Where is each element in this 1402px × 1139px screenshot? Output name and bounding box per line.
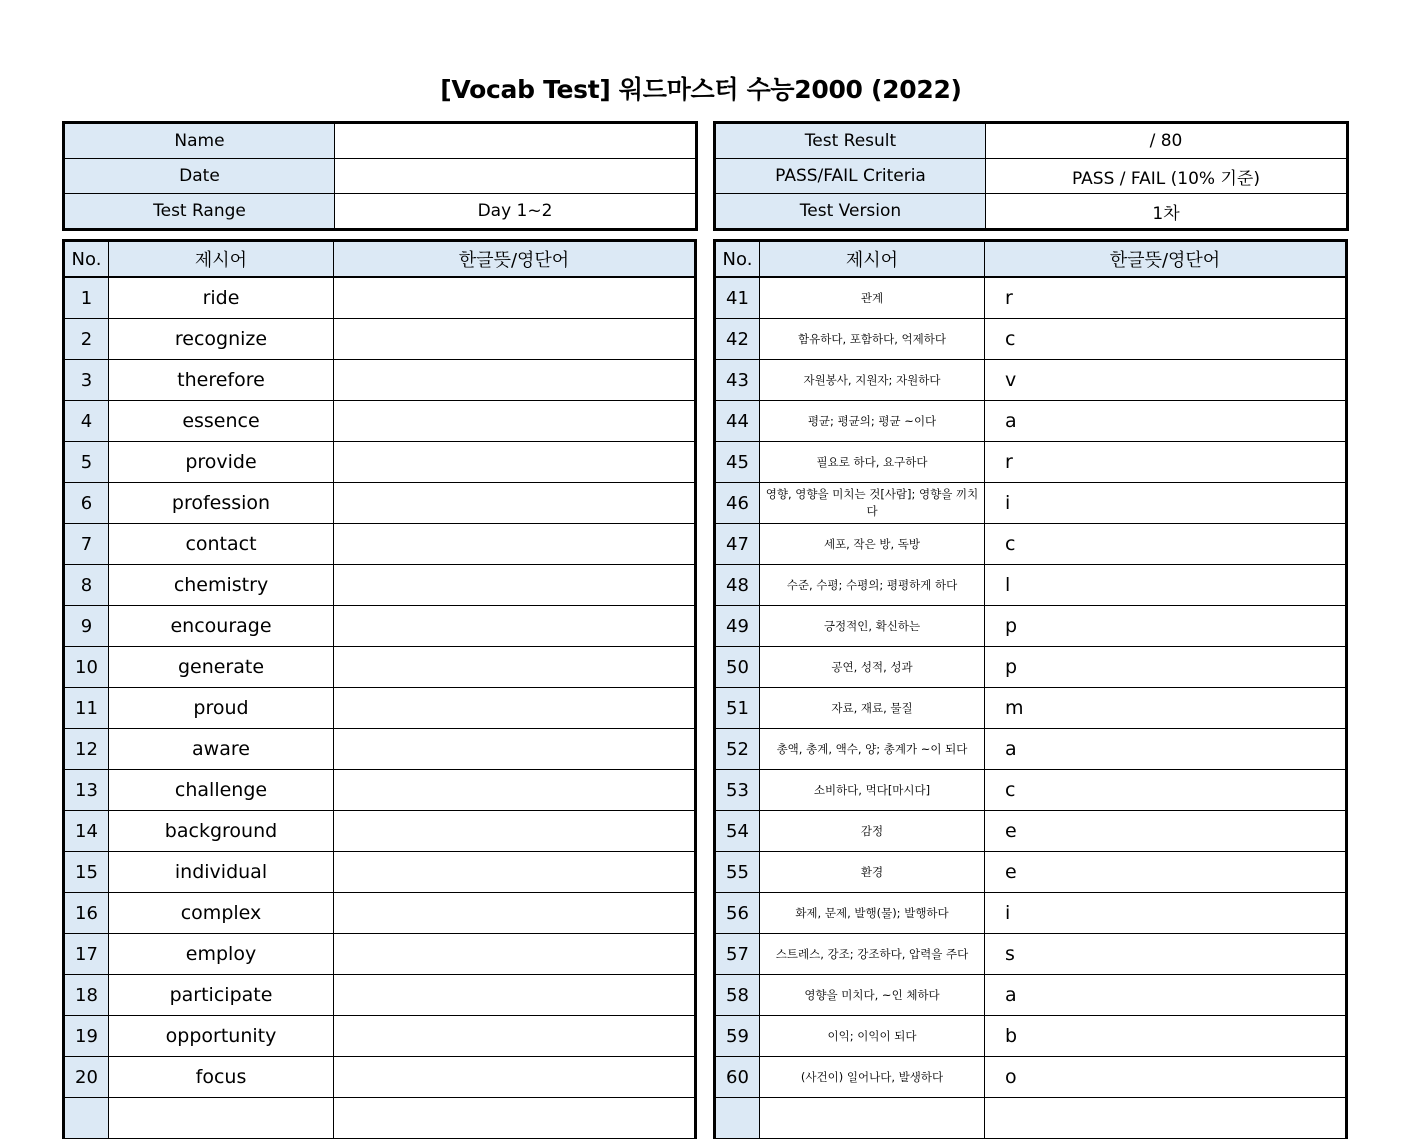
- prompt-word: essence: [109, 401, 334, 442]
- prompt-word: provide: [109, 442, 334, 483]
- answer-cell[interactable]: [334, 893, 696, 934]
- prompt-word: [109, 1098, 334, 1139]
- question-number: 6: [64, 483, 109, 524]
- prompt-meaning: 필요로 하다, 요구하다: [760, 442, 985, 483]
- prompt-word: ride: [109, 277, 334, 319]
- answer-hint[interactable]: v: [985, 360, 1347, 401]
- answer-cell[interactable]: [334, 688, 696, 729]
- prompt-meaning: 평균; 평균의; 평균 ~이다: [760, 401, 985, 442]
- test-result-label: Test Result: [715, 123, 986, 159]
- question-number: 20: [64, 1057, 109, 1098]
- answer-hint[interactable]: i: [985, 893, 1347, 934]
- question-number: 9: [64, 606, 109, 647]
- prompt-meaning: 환경: [760, 852, 985, 893]
- student-info-table: [62, 121, 698, 231]
- question-number: 1: [64, 277, 109, 319]
- question-number: 50: [715, 647, 760, 688]
- answer-cell[interactable]: [334, 729, 696, 770]
- column-header-prompt: 제시어: [109, 241, 334, 278]
- question-number: 60: [715, 1057, 760, 1098]
- prompt-meaning: 함유하다, 포함하다, 억제하다: [760, 319, 985, 360]
- prompt-word: [760, 1098, 985, 1139]
- question-number: 13: [64, 770, 109, 811]
- prompt-word: encourage: [109, 606, 334, 647]
- table-row: [64, 934, 696, 975]
- test-result-value[interactable]: / 80: [986, 123, 1348, 159]
- answer-cell[interactable]: [334, 811, 696, 852]
- answer-cell[interactable]: [334, 483, 696, 524]
- question-number: 51: [715, 688, 760, 729]
- test-range-value: Day 1~2: [335, 194, 697, 230]
- test-range-label: Test Range: [64, 194, 335, 230]
- prompt-meaning: 관계: [760, 277, 985, 319]
- question-number: 10: [64, 647, 109, 688]
- answer-hint[interactable]: c: [985, 770, 1347, 811]
- table-row: [64, 1057, 696, 1098]
- table-row: [715, 483, 1347, 524]
- table-row: [715, 606, 1347, 647]
- prompt-meaning: 자원봉사, 지원자; 자원하다: [760, 360, 985, 401]
- pass-fail-label: PASS/FAIL Criteria: [715, 159, 986, 194]
- table-row: [64, 1016, 696, 1057]
- date-field[interactable]: [335, 159, 697, 194]
- question-number: 42: [715, 319, 760, 360]
- column-header-no: No.: [64, 241, 109, 278]
- table-row: [64, 729, 696, 770]
- table-row: [715, 1057, 1347, 1098]
- question-number: 4: [64, 401, 109, 442]
- column-header-answer: 한글뜻/영단어: [334, 241, 696, 278]
- question-number: 17: [64, 934, 109, 975]
- column-header-answer: 한글뜻/영단어: [985, 241, 1347, 278]
- prompt-word: chemistry: [109, 565, 334, 606]
- question-number: 48: [715, 565, 760, 606]
- answer-hint[interactable]: c: [985, 319, 1347, 360]
- question-number: 45: [715, 442, 760, 483]
- table-row: [715, 565, 1347, 606]
- prompt-meaning: 수준, 수평; 수평의; 평평하게 하다: [760, 565, 985, 606]
- table-row: [64, 893, 696, 934]
- question-number: 47: [715, 524, 760, 565]
- prompt-word: therefore: [109, 360, 334, 401]
- table-row: [64, 975, 696, 1016]
- table-row: [64, 483, 696, 524]
- answer-hint[interactable]: c: [985, 524, 1347, 565]
- answer-hint[interactable]: r: [985, 277, 1347, 319]
- table-row: [715, 1016, 1347, 1057]
- test-version-value: 1차: [986, 194, 1348, 230]
- question-number: 58: [715, 975, 760, 1016]
- table-row: [715, 688, 1347, 729]
- column-header-prompt: 제시어: [760, 241, 985, 278]
- table-row: [715, 277, 1347, 319]
- question-number: 2: [64, 319, 109, 360]
- answer-cell[interactable]: [334, 524, 696, 565]
- answer-cell[interactable]: [334, 770, 696, 811]
- table-row: [715, 360, 1347, 401]
- table-row: [64, 524, 696, 565]
- prompt-word: focus: [109, 1057, 334, 1098]
- prompt-meaning: 자료, 재료, 물질: [760, 688, 985, 729]
- question-number: 12: [64, 729, 109, 770]
- prompt-meaning: (사건이) 일어나다, 발생하다: [760, 1057, 985, 1098]
- question-number: 46: [715, 483, 760, 524]
- prompt-word: participate: [109, 975, 334, 1016]
- answer-cell[interactable]: [334, 360, 696, 401]
- answer-hint[interactable]: a: [985, 975, 1347, 1016]
- question-number: 52: [715, 729, 760, 770]
- question-number: 53: [715, 770, 760, 811]
- prompt-meaning: 감정: [760, 811, 985, 852]
- prompt-word: individual: [109, 852, 334, 893]
- table-row: [715, 893, 1347, 934]
- table-row: [64, 565, 696, 606]
- english-word-table: [62, 239, 697, 1139]
- table-row: [64, 319, 696, 360]
- page-title: [Vocab Test] 워드마스터 수능2000 (2022): [440, 75, 962, 104]
- question-number: 18: [64, 975, 109, 1016]
- question-number: 55: [715, 852, 760, 893]
- prompt-word: proud: [109, 688, 334, 729]
- question-number: 57: [715, 934, 760, 975]
- question-number: [64, 1098, 109, 1139]
- prompt-word: profession: [109, 483, 334, 524]
- answer-cell[interactable]: [334, 606, 696, 647]
- answer-cell[interactable]: [334, 1098, 696, 1139]
- table-row: [715, 524, 1347, 565]
- answer-cell[interactable]: [334, 1057, 696, 1098]
- column-header-no: No.: [715, 241, 760, 278]
- prompt-meaning: 세포, 작은 방, 독방: [760, 524, 985, 565]
- prompt-word: background: [109, 811, 334, 852]
- answer-cell[interactable]: [985, 1098, 1347, 1139]
- question-number: 8: [64, 565, 109, 606]
- test-info-table: [713, 121, 1349, 231]
- question-number: 54: [715, 811, 760, 852]
- prompt-word: generate: [109, 647, 334, 688]
- question-number: 7: [64, 524, 109, 565]
- prompt-word: employ: [109, 934, 334, 975]
- table-row: [64, 277, 696, 319]
- question-number: 49: [715, 606, 760, 647]
- prompt-word: recognize: [109, 319, 334, 360]
- table-row: [64, 811, 696, 852]
- prompt-meaning: 스트레스, 강조; 강조하다, 압력을 주다: [760, 934, 985, 975]
- answer-hint[interactable]: r: [985, 442, 1347, 483]
- answer-cell[interactable]: [334, 934, 696, 975]
- table-row: [64, 442, 696, 483]
- table-row: [64, 770, 696, 811]
- table-row: [715, 401, 1347, 442]
- table-row: [64, 1098, 696, 1139]
- answer-hint[interactable]: b: [985, 1016, 1347, 1057]
- question-number: 43: [715, 360, 760, 401]
- answer-hint[interactable]: l: [985, 565, 1347, 606]
- answer-cell[interactable]: [334, 401, 696, 442]
- table-row: [715, 770, 1347, 811]
- prompt-meaning: 긍정적인, 확신하는: [760, 606, 985, 647]
- prompt-word: complex: [109, 893, 334, 934]
- prompt-meaning: 영향을 미치다, ~인 체하다: [760, 975, 985, 1016]
- prompt-word: opportunity: [109, 1016, 334, 1057]
- pass-fail-value: PASS / FAIL (10% 기준): [986, 159, 1348, 194]
- question-number: 59: [715, 1016, 760, 1057]
- question-number: 5: [64, 442, 109, 483]
- question-number: 3: [64, 360, 109, 401]
- question-number: 19: [64, 1016, 109, 1057]
- answer-hint[interactable]: a: [985, 401, 1347, 442]
- table-row: [64, 647, 696, 688]
- prompt-meaning: 공연, 성적, 성과: [760, 647, 985, 688]
- table-row: [64, 606, 696, 647]
- prompt-word: challenge: [109, 770, 334, 811]
- test-version-label: Test Version: [715, 194, 986, 230]
- table-row: [715, 647, 1347, 688]
- answer-hint[interactable]: o: [985, 1057, 1347, 1098]
- question-number: 14: [64, 811, 109, 852]
- answer-hint[interactable]: e: [985, 852, 1347, 893]
- question-number: 56: [715, 893, 760, 934]
- prompt-meaning: 총액, 총계, 액수, 양; 총계가 ~이 되다: [760, 729, 985, 770]
- prompt-word: contact: [109, 524, 334, 565]
- answer-hint[interactable]: s: [985, 934, 1347, 975]
- question-number: 15: [64, 852, 109, 893]
- answer-cell[interactable]: [334, 1016, 696, 1057]
- answer-cell[interactable]: [334, 319, 696, 360]
- prompt-meaning: 이익; 이익이 되다: [760, 1016, 985, 1057]
- table-row: [715, 729, 1347, 770]
- answer-cell[interactable]: [334, 647, 696, 688]
- name-label: Name: [64, 123, 335, 159]
- answer-cell[interactable]: [334, 277, 696, 319]
- question-number: [715, 1098, 760, 1139]
- answer-hint[interactable]: p: [985, 647, 1347, 688]
- table-row: [715, 811, 1347, 852]
- answer-hint[interactable]: i: [985, 483, 1347, 524]
- table-row: [64, 401, 696, 442]
- answer-hint[interactable]: e: [985, 811, 1347, 852]
- name-field[interactable]: [335, 123, 697, 159]
- table-row: [715, 1098, 1347, 1139]
- prompt-meaning: 영향, 영향을 미치는 것[사람]; 영향을 끼치다: [760, 483, 985, 524]
- answer-cell[interactable]: [334, 975, 696, 1016]
- answer-hint[interactable]: m: [985, 688, 1347, 729]
- date-label: Date: [64, 159, 335, 194]
- answer-cell[interactable]: [334, 565, 696, 606]
- table-row: [64, 360, 696, 401]
- table-row: [715, 319, 1347, 360]
- korean-meaning-table: [713, 239, 1348, 1139]
- question-number: 11: [64, 688, 109, 729]
- table-row: [715, 852, 1347, 893]
- prompt-word: aware: [109, 729, 334, 770]
- answer-cell[interactable]: [334, 442, 696, 483]
- answer-hint[interactable]: p: [985, 606, 1347, 647]
- table-row: [715, 934, 1347, 975]
- table-row: [715, 975, 1347, 1016]
- question-number: 41: [715, 277, 760, 319]
- question-number: 44: [715, 401, 760, 442]
- prompt-meaning: 화제, 문제, 발행(물); 발행하다: [760, 893, 985, 934]
- table-row: [715, 442, 1347, 483]
- answer-cell[interactable]: [334, 852, 696, 893]
- table-row: [64, 688, 696, 729]
- question-number: 16: [64, 893, 109, 934]
- answer-hint[interactable]: a: [985, 729, 1347, 770]
- table-row: [64, 852, 696, 893]
- prompt-meaning: 소비하다, 먹다[마시다]: [760, 770, 985, 811]
